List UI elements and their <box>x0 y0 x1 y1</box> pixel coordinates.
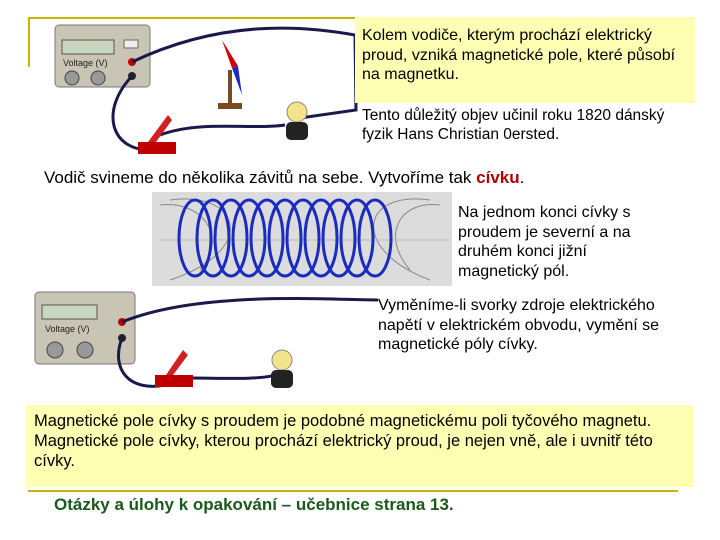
power-supply-icon-2 <box>35 292 135 364</box>
summary-text: Magnetické pole cívky s proudem je podobné magnetickému poli tyčového magnetu. Magnetické pole cívky, kterou prochází elektrický proud, je nejen vně, ale i uvnitř této cívky. <box>34 412 653 471</box>
poles-text: Na jednom konci cívky s proudem je severní a na druhém konci jižní magnetický pól. <box>458 204 631 280</box>
bulb-icon-2 <box>271 350 293 388</box>
switch-icon-2 <box>155 350 193 387</box>
voltage-label-2: Voltage (V) <box>45 324 90 334</box>
voltage-label-1: Voltage (V) <box>63 58 108 68</box>
discovery-text: Tento důležitý objev učinil roku 1820 dánský fyzik Hans Christian 0ersted. <box>362 107 665 143</box>
footer-link[interactable]: Otázky a úlohy k opakování – učebnice strana 13. <box>54 495 454 514</box>
coil-word: cívku <box>476 168 520 187</box>
swap-text: Vyměníme-li svorky zdroje elektrického napětí v elektrickém obvodu, vymění se magnetické póly cívky. <box>378 297 660 354</box>
coil-intro-text: Vodič svineme do několika závitů na sebe. Vytvoříme tak <box>44 168 472 187</box>
coil-period: . <box>519 168 525 187</box>
intro-text: Kolem vodiče, kterým prochází elektrický proud, vzniká magnetické pole, které působí na magnetku. <box>362 27 676 84</box>
